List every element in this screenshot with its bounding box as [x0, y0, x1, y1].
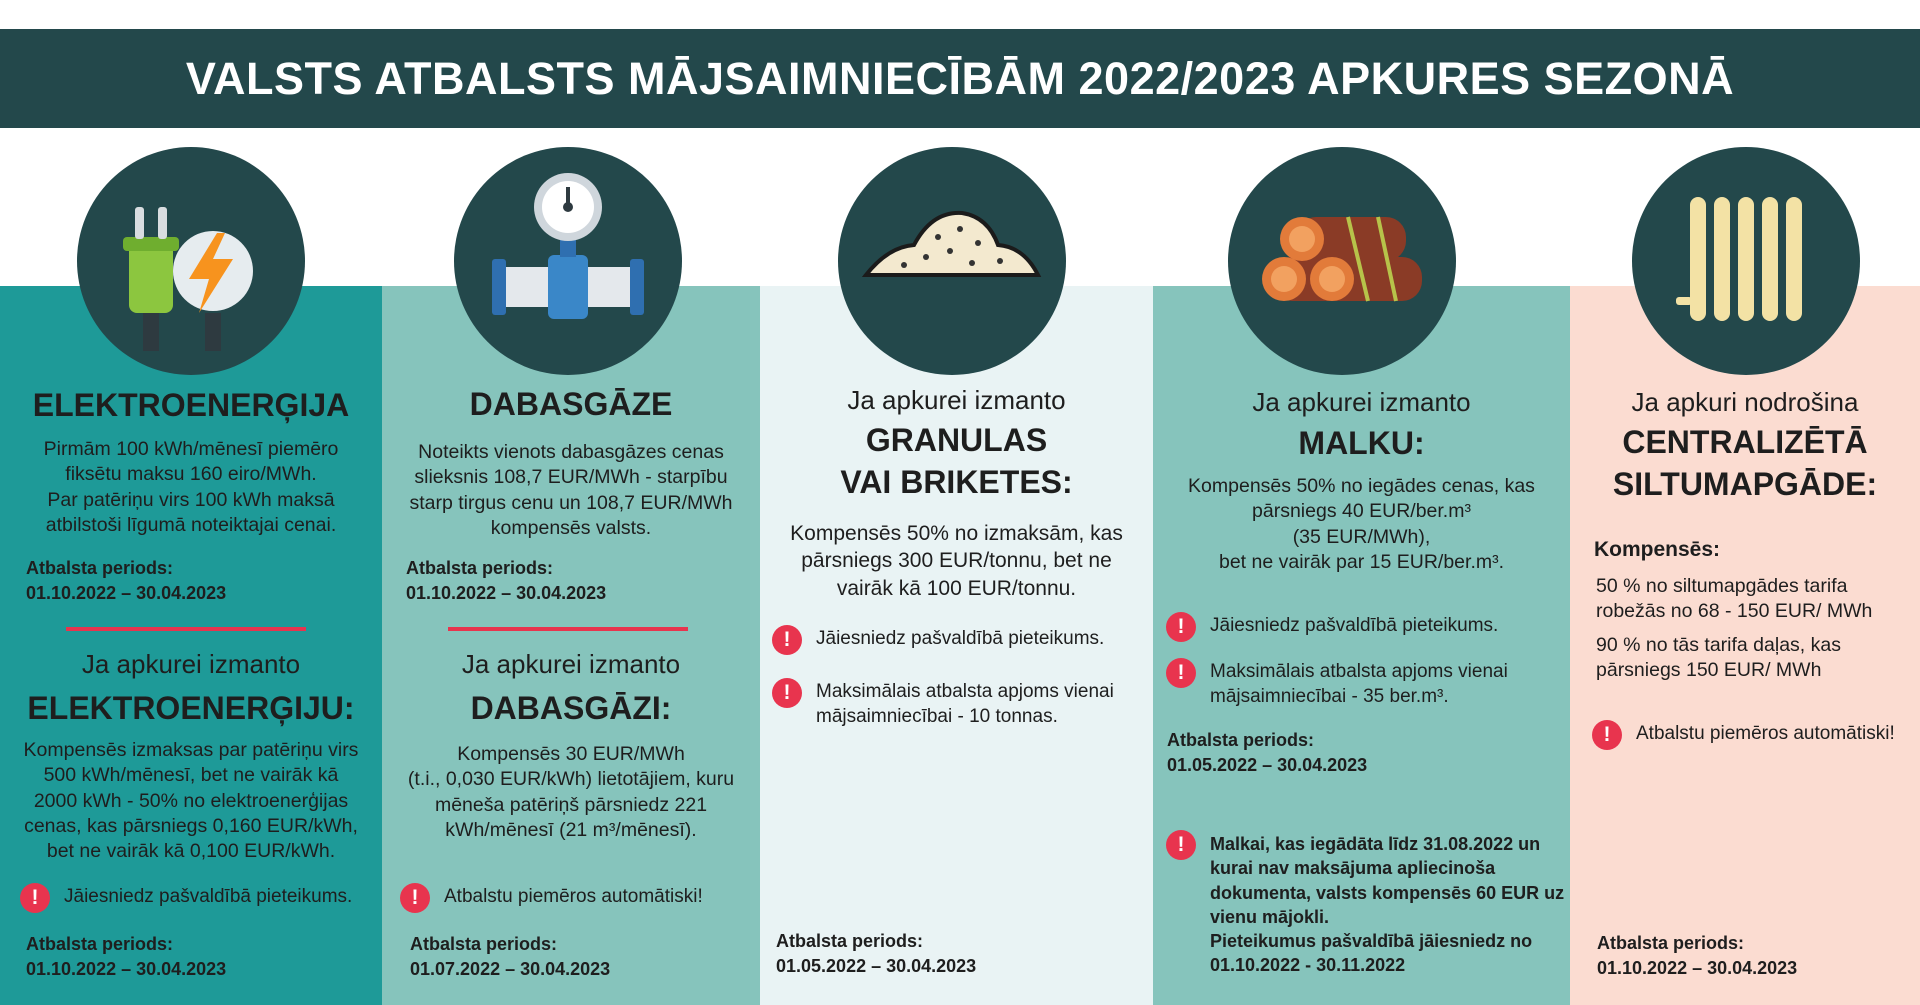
pellets-warning-application-text: Jāiesniedz pašvaldībā pieteikums.: [816, 628, 1105, 649]
pellets-warning-maximum-text: Maksimālais atbalsta apjoms vienai mājsaimniecībai - 10 tonnas.: [816, 681, 1114, 727]
firewood-intro: Ja apkurei izmanto: [1252, 387, 1471, 417]
central-period: 01.10.2022 – 30.04.2023: [1597, 958, 1798, 978]
radiator-icon: [1632, 147, 1860, 375]
gas-period2: 01.07.2022 – 30.04.2023: [410, 959, 611, 979]
firewood-warning-undocumented: [1166, 832, 1566, 978]
firewood-logs-icon: [1228, 147, 1456, 375]
gas-title: DABASGĀZE: [469, 386, 673, 422]
electricity-plug-icon: [77, 147, 305, 375]
firewood-warning-application: [1166, 614, 1556, 642]
firewood-period-label: Atbalsta periods:: [1167, 730, 1315, 750]
alert-icon: !: [1166, 830, 1196, 860]
electricity-heating-intro: Ja apkurei izmanto: [81, 649, 301, 679]
divider: [66, 627, 306, 631]
firewood-warning-maximum-text: Maksimālais atbalsta apjoms vienai mājsaimniecībai - 35 ber.m³.: [1210, 661, 1508, 707]
pellets-title: GRANULAS VAI BRIKETES:: [840, 422, 1073, 500]
central-compensation-label: Kompensēs:: [1594, 538, 1721, 561]
gas-period2-label: Atbalsta periods:: [410, 934, 558, 954]
firewood-warning-application-text: Jāiesniedz pašvaldībā pieteikums.: [1210, 615, 1499, 636]
central-warning-text: Atbalstu piemēros automātiski!: [1636, 723, 1895, 744]
firewood-warning-maximum: [1166, 660, 1556, 709]
electricity-period2: 01.10.2022 – 30.04.2023: [26, 959, 227, 979]
central-warning: [1592, 722, 1912, 750]
gas-description: Noteikts vienots dabasgāzes cenas slieksnis 108,7 EUR/MWh - starpību starp tirgus cenu un 108,7 EUR/MWh kompensēs valsts.: [409, 441, 733, 540]
central-compensation-line2: 90 % no tās tarifa daļas, kas pārsniegs 150 EUR/ MWh: [1596, 634, 1841, 682]
header-banner: [0, 29, 1920, 128]
pellets-description: Kompensēs 50% no izmaksām, kas pārsniegs 300 EUR/tonnu, bet ne vairāk kā 100 EUR/tonnu.: [790, 522, 1123, 600]
electricity-heating-title: ELEKTROENERĢIJU:: [27, 690, 355, 726]
divider: [448, 627, 688, 631]
alert-icon: !: [772, 678, 802, 708]
pellets-pile-icon: [838, 147, 1066, 375]
alert-icon: !: [400, 883, 430, 913]
pellets-period: 01.05.2022 – 30.04.2023: [776, 956, 977, 976]
pellets-intro: Ja apkurei izmanto: [847, 385, 1066, 415]
firewood-title: MALKU:: [1298, 425, 1425, 461]
central-compensation-line1: 50 % no siltumapgādes tarifa robežās no 68 - 150 EUR/ MWh: [1596, 575, 1873, 623]
firewood-description: Kompensēs 50% no iegādes cenas, kas pārsniegs 40 EUR/ber.m³ (35 EUR/MWh), bet ne vairāk par 15 EUR/ber.m³.: [1188, 475, 1535, 574]
electricity-warning: [20, 885, 370, 913]
gas-heating-intro: Ja apkurei izmanto: [461, 649, 681, 679]
gas-period-label: Atbalsta periods:: [406, 558, 554, 578]
alert-icon: !: [1592, 720, 1622, 750]
alert-icon: !: [20, 883, 50, 913]
alert-icon: !: [1166, 612, 1196, 642]
alert-icon: !: [1166, 658, 1196, 688]
central-period-label: Atbalsta periods:: [1597, 933, 1745, 953]
gas-heating-title: DABASGĀZI:: [470, 690, 672, 726]
electricity-title: ELEKTROENERĢIJA: [32, 387, 350, 423]
gas-warning: [400, 885, 740, 913]
electricity-period: 01.10.2022 – 30.04.2023: [26, 583, 227, 603]
firewood-warning-undocumented-text: Malkai, kas iegādāta līdz 31.08.2022 un kurai nav maksājuma apliecinoša dokumenta, valsts kompensēs 60 EUR uz vienu mājokli. Pieteikumus pašvaldībā jāiesniedz no 01.10.2022 - 30.11.2022: [1210, 834, 1565, 976]
electricity-description: Pirmām 100 kWh/mēnesī piemēro fiksētu maksu 160 eiro/MWh. Par patēriņu virs 100 kWh maksā atbilstoši līgumā noteiktajai cenai.: [43, 438, 339, 537]
electricity-warning-text: Jāiesniedz pašvaldībā pieteikums.: [64, 886, 353, 907]
electricity-period2-label: Atbalsta periods:: [26, 934, 174, 954]
gas-pipe-gauge-icon: [454, 147, 682, 375]
pellets-period-label: Atbalsta periods:: [776, 931, 924, 951]
central-title: CENTRALIZĒTĀ SILTUMAPGĀDE:: [1612, 424, 1878, 502]
pellets-warning-application: [772, 627, 1142, 655]
electricity-heating-description: Kompensēs izmaksas par patēriņu virs 500 kWh/mēnesī, bet ne vairāk kā 2000 kWh - 50% no elektroenerģijas cenas, kas pārsniegs 0,160 EUR/kWh, bet ne vairāk kā 0,100 EUR/kWh.: [23, 739, 359, 863]
gas-heating-description: Kompensēs 30 EUR/MWh (t.i., 0,030 EUR/kWh) lietotājiem, kuru mēneša patēriņš pārsniedz 221 kWh/mēnesī (21 m³/mēnesī).: [407, 743, 735, 842]
page-title: VALSTS ATBALSTS MĀJSAIMNIECĪBĀM 2022/2023 APKURES SEZONĀ: [185, 52, 1735, 104]
gas-warning-text: Atbalstu piemēros automātiski!: [444, 886, 703, 907]
electricity-period-label: Atbalsta periods:: [26, 558, 174, 578]
gas-period: 01.10.2022 – 30.04.2023: [406, 583, 607, 603]
pellets-warning-maximum: [772, 680, 1142, 729]
central-intro: Ja apkuri nodrošina: [1631, 387, 1859, 417]
firewood-period: 01.05.2022 – 30.04.2023: [1167, 755, 1368, 775]
alert-icon: !: [772, 625, 802, 655]
